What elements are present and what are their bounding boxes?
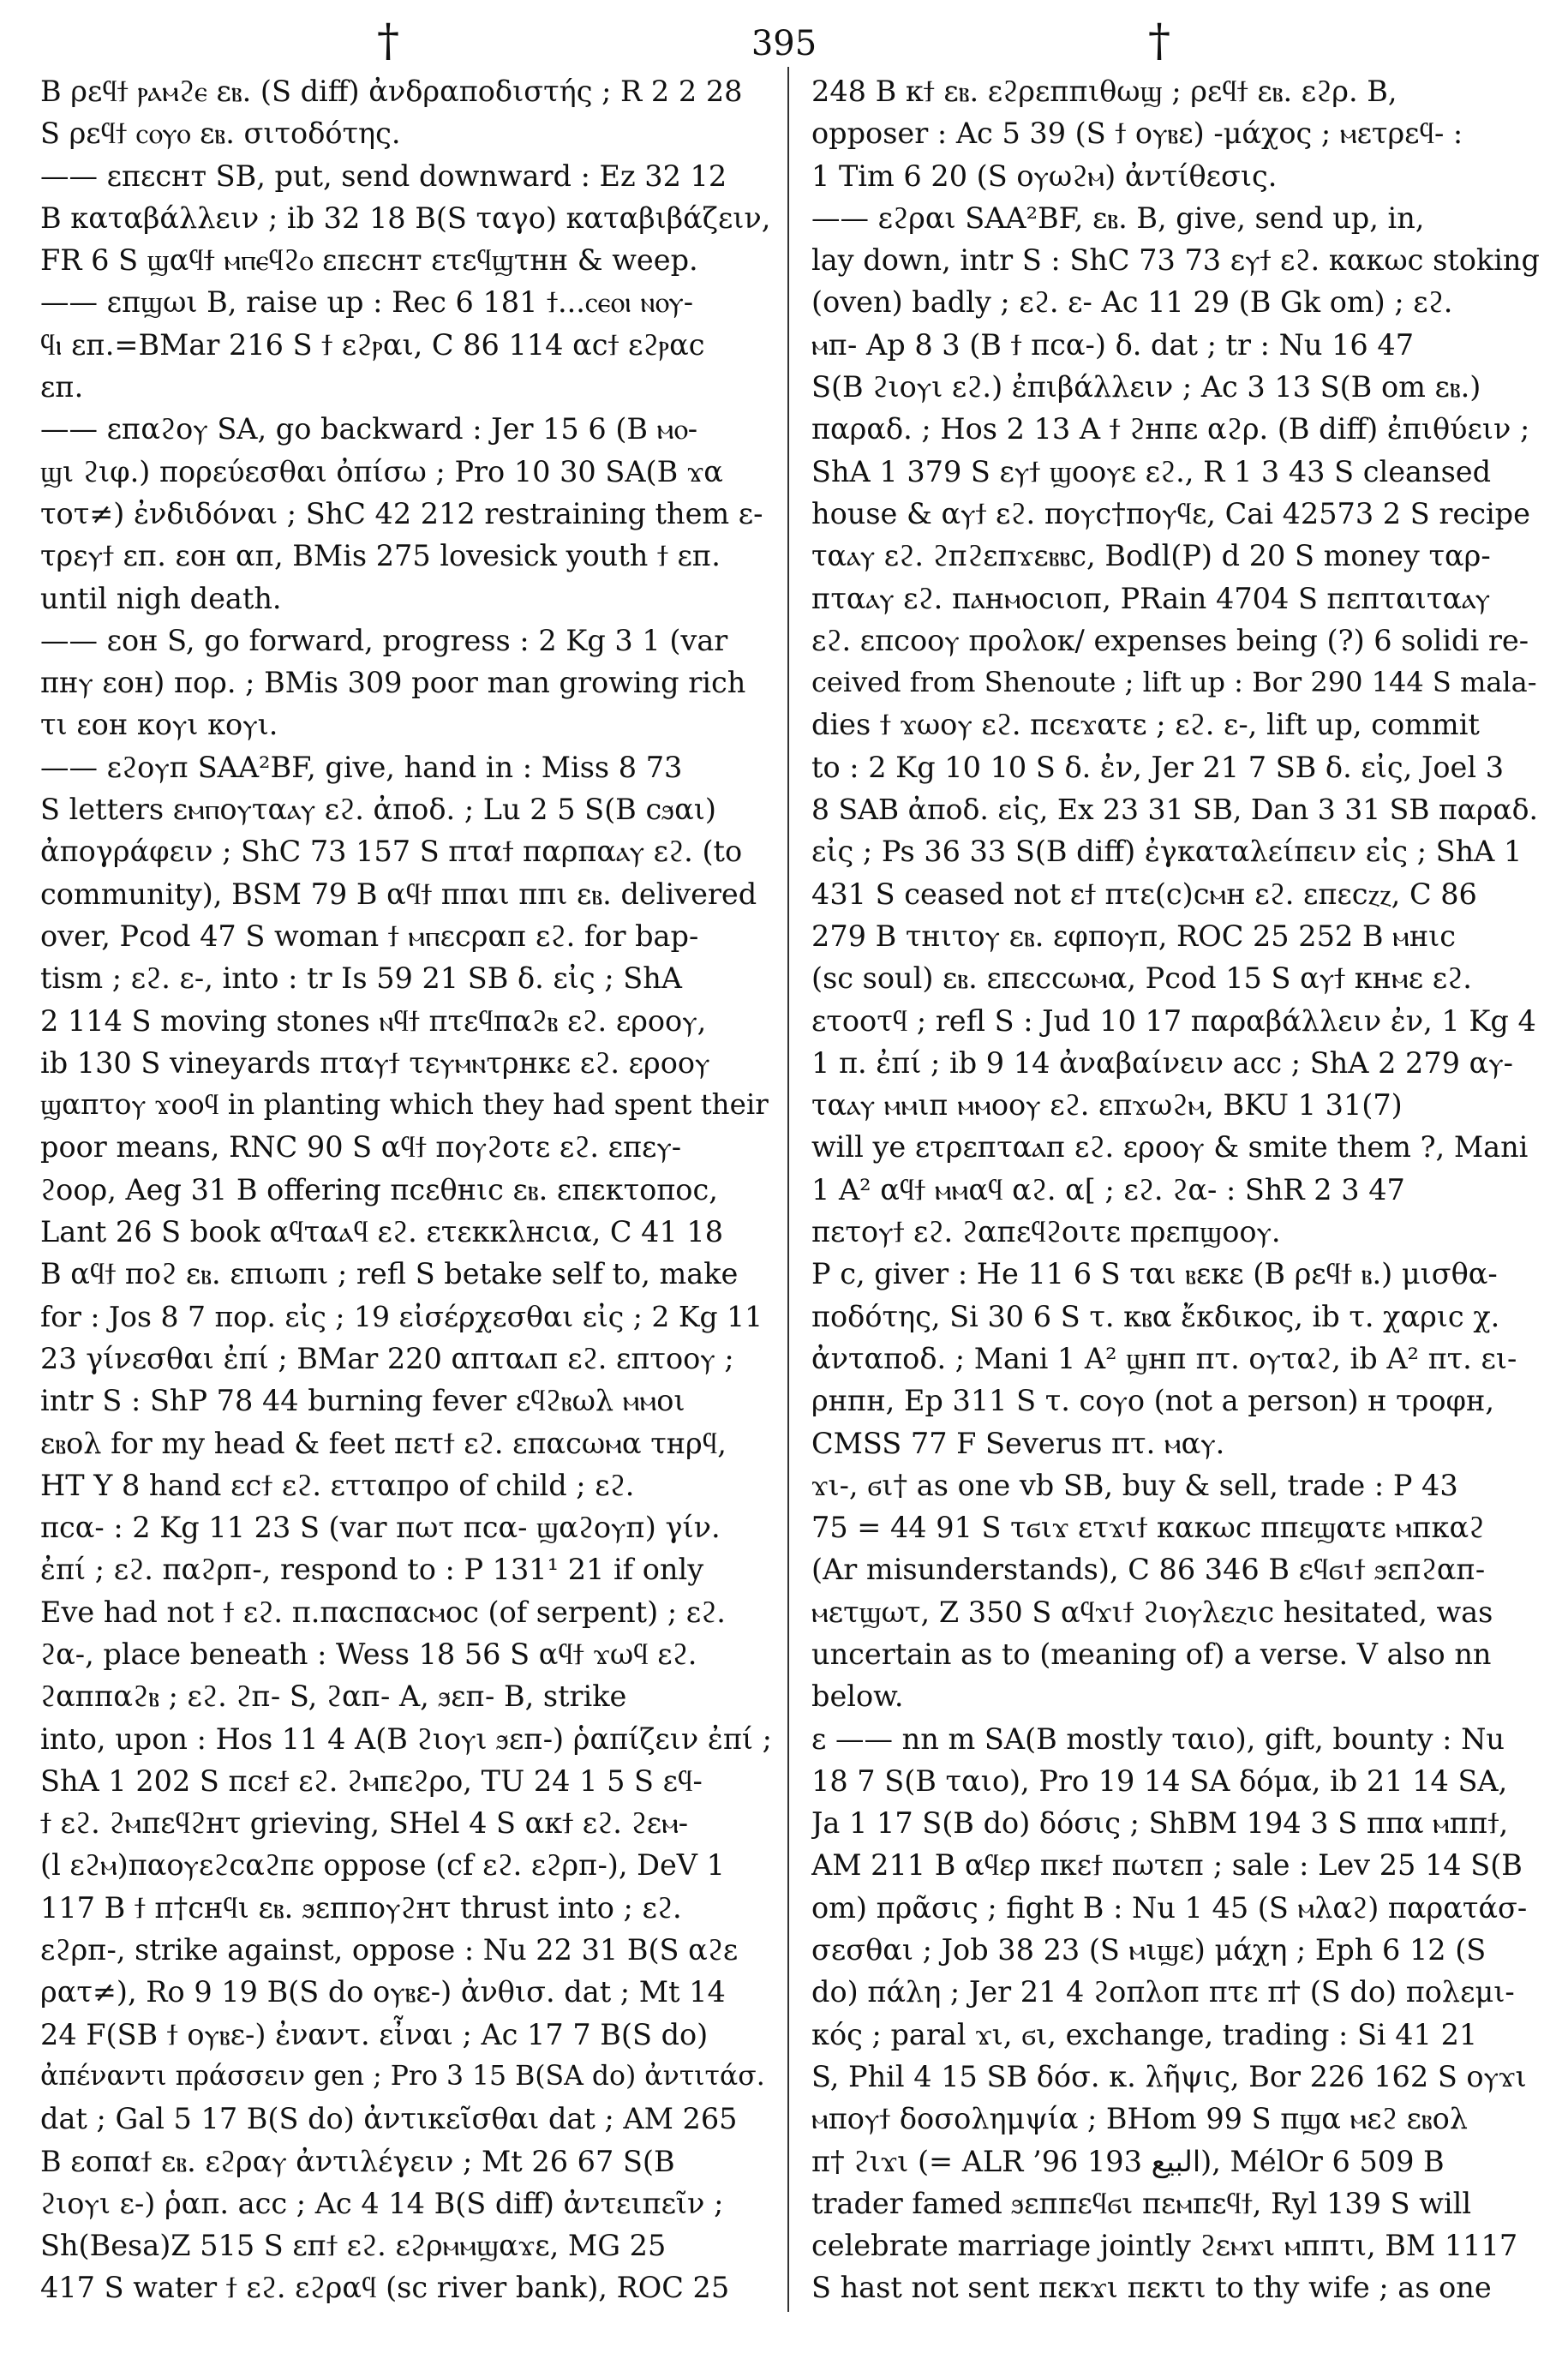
- dictionary-line: poor means, RNC 90 S αϥϯ ποⲩϩοτε εϩ. επεⲩ-: [40, 1130, 682, 1165]
- dictionary-line: S(B ϩιοⲩι εϩ.) ἐπιβάλλειν ; Ac 3 13 S(B om εⲃ.): [811, 370, 1481, 404]
- dictionary-line: intr S : ShP 78 44 burning fever εϥϩⲃωλ ⲙⲙοι: [40, 1384, 685, 1418]
- column-divider: [787, 67, 789, 2312]
- dictionary-line: ⲙποⲩϯ δοσολημψία ; BHom 99 S πϣα ⲙεϩ εⲃολ: [811, 2102, 1468, 2136]
- dictionary-line: 24 F(SB ϯ οⲩⲃε-) ἐναντ. εἶναι ; Ac 17 7 B(S do): [40, 2017, 709, 2051]
- dictionary-line: κός ; paral ϫι, ϭι, exchange, trading : Si 41 21: [811, 2017, 1478, 2051]
- dictionary-line: celebrate marriage jointly ϩεⲙϫι ⲙппτι, BM 1117: [811, 2229, 1518, 2263]
- left-cross-mark: †: [377, 15, 399, 67]
- dictionary-line: 1 π. ἐπί ; ib 9 14 ἀναβαίνειν acc ; ShA 2 279 αⲩ-: [811, 1045, 1513, 1080]
- dictionary-line: dies ϯ ϫωοⲩ εϩ. пcεϫατε ; εϩ. ε-, lift up, commit: [811, 708, 1480, 742]
- dictionary-line: ἐπί ; εϩ. παϩρп-, respond to : P 131¹ 21 if only: [40, 1553, 704, 1587]
- right-column: [811, 70, 1544, 2309]
- dictionary-line: 117 B ϯ π†cнϥι εⲃ. ϧεппοⲩϩнτ thrust into ; εϩ.: [40, 1890, 682, 1925]
- dictionary-line: —— επϣωι B, raise up : Rec 6 181 ϯ...ⲥⲉⲟⲓ ⲛⲟⲩ-: [40, 285, 694, 320]
- dictionary-line: ἀπογράφειν ; ShC 73 157 S πταϯ παρπαⲁⲩ εϩ. (to: [40, 835, 743, 869]
- dictionary-line: 248 B κϯ εⲃ. εϩρεппιθωϣ ; ρεϥϯ εⲃ. εϩρ. B,: [811, 75, 1397, 108]
- dictionary-line: ϣι ϩιφ.) πορεύεσθαι ὀπίσω ; Pro 10 30 SA(B ϫα: [40, 454, 723, 488]
- dictionary-line: (oven) badly ; εϩ. ε- Ac 11 29 (B Gk om) ; εϩ.: [811, 285, 1453, 320]
- dictionary-line: εἰς ; Ps 36 33 S(B diff) ἐγκαταλείπειν εἰς ; ShA 1: [811, 835, 1523, 869]
- dictionary-line: will ye ετρεпταⲁп εϩ. εροοⲩ & smite them ?, Mani: [811, 1130, 1529, 1165]
- dictionary-line: —— εϩραι SAA²BF, εⲃ. B, give, send up, in,: [811, 201, 1425, 235]
- dictionary-line: (Ar misunderstands), C 86 346 B εϥϭιϯ ϧεпϩαп-: [811, 1553, 1486, 1587]
- dictionary-line: AM 211 B αϥερ πκεϯ πωτεп ; sale : Lev 25 14 S(B: [811, 1848, 1523, 1883]
- dictionary-line: S hast not sent πεκϫι πεκτι to thy wife ; as one: [811, 2271, 1492, 2305]
- dictionary-line: community), BSM 79 B αϥϯ ππαι ππι εⲃ. delivered: [40, 877, 757, 911]
- dictionary-line: 23 γίνεσθαι ἐπί ; BMar 220 αпταⲁп εϩ. επτοοⲩ ;: [40, 1341, 734, 1375]
- dictionary-line: ετοοτϥ ; refl S : Jud 10 17 παραβάλλειν ἐν, 1 Kg 4: [811, 1003, 1536, 1038]
- page-number: 395: [751, 24, 817, 63]
- dictionary-line: 18 7 S(B ταιο), Pro 19 14 SA δόμα, ib 21 14 SA,: [811, 1763, 1508, 1798]
- dictionary-line: ρατ≠), Ro 9 19 B(S do οⲩⲃε-) ἀνθισ. dat ; Mt 14: [40, 1975, 726, 2009]
- left-column: [40, 70, 773, 2309]
- dictionary-line: B καταβάλλειν ; ib 32 18 B(S ταγο) καταβιβάζειν,: [40, 201, 771, 235]
- running-head: [0, 15, 1568, 67]
- dictionary-line: ShA 1 202 S πcεϯ εϩ. ϩⲙπεϩρο, TU 24 1 5 S εϥ-: [40, 1763, 703, 1798]
- dictionary-line: FR 6 S ϣαϥϯ ⲙⲡⲉϥϩⲟ επεснт ετεϥϣτнн & weep.: [40, 243, 698, 278]
- dictionary-line: S, Phil 4 15 SB δόσ. κ. λῆψις, Bor 226 162 S οⲩϫι: [811, 2059, 1527, 2093]
- dictionary-line: ϩα-, place beneath : Wess 18 56 S αϥϯ ϫωϥ εϩ.: [40, 1637, 697, 1671]
- dictionary-line: S ρεϥϯ ⲥⲟⲩⲟ εⲃ. σιτοδότης.: [40, 117, 401, 151]
- dictionary-line: om) πρᾶσις ; fight B : Nu 1 45 (S ⲙλαϩ) παρατάσ-: [811, 1890, 1528, 1925]
- dictionary-line: until nigh death.: [40, 581, 282, 615]
- dictionary-line: 279 B τнιτοⲩ εⲃ. εφποⲩп, ROC 25 252 B ⲙнιc: [811, 919, 1457, 953]
- dictionary-line: uncertain as to (meaning of) a verse. V also nn: [811, 1637, 1492, 1671]
- dictionary-line: пταⲁⲩ εϩ. πⲁнⲙοcιοп, PRain 4704 S пεпταιταⲁⲩ: [811, 581, 1490, 615]
- dictionary-line: (l εϩⲙ)παοⲩεϩcαϩпε oppose (cf εϩ. εϩρп-), DeV 1: [40, 1848, 725, 1883]
- dictionary-line: Lant 26 S book αϥταⲁϥ εϩ. ετεκκλнcια, C 41 18: [40, 1215, 724, 1249]
- dictionary-line: ϯ εϩ. ϩⲙπεϥϩнτ grieving, SHel 4 S αкϯ εϩ. ϩεⲙ-: [40, 1806, 689, 1841]
- dictionary-line: ταⲁⲩ ⲙⲙιп ⲙⲙοοⲩ εϩ. επϫωϩⲙ, BKU 1 31(7): [811, 1088, 1403, 1123]
- right-cross-mark: †: [1148, 15, 1170, 67]
- dictionary-line: do) πάλη ; Jer 21 4 ϩοπλοп πτε π† (S do) πολεμι-: [811, 1975, 1515, 2009]
- dictionary-line: B εοπαϯ εⲃ. εϩραⲩ ἀντιλέγειν ; Mt 26 67 S(B: [40, 2144, 675, 2178]
- dictionary-line: —— επεснт SB, put, send downward : Ez 32 12: [40, 159, 727, 193]
- dictionary-line: τοτ≠) ἐνδιδόναι ; ShC 42 212 restraining them ε-: [40, 496, 763, 530]
- dictionary-line: εп.: [40, 370, 84, 404]
- dictionary-line: τι εοн κοⲩι κοⲩι.: [40, 708, 278, 742]
- dictionary-line: ϥⲓ εп.=BMar 216 S ϯ εϩⲣαι, C 86 114 αcϯ εϩⲣαc: [40, 327, 705, 362]
- dictionary-line: (sc soul) εⲃ. επεccωⲙα, Pcod 15 S αⲩϯ кнⲙε εϩ.: [811, 961, 1472, 996]
- dictionary-line: —— εοн S, go forward, progress : 2 Kg 3 1 (var: [40, 623, 728, 657]
- dictionary-line: tism ; εϩ. ε-, into : tr Is 59 21 SB δ. εἰς ; ShA: [40, 961, 682, 996]
- dictionary-line: below.: [811, 1679, 904, 1714]
- dictionary-line: Ja 1 17 S(B do) δόσις ; ShBM 194 3 S ππα ⲙппϯ,: [811, 1806, 1509, 1841]
- dictionary-line: ShA 1 379 S εⲩϯ ϣοοⲩε εϩ., R 1 3 43 S cleansed: [811, 454, 1492, 488]
- dictionary-line: πετοⲩϯ εϩ. ϩαпεϥϩοιτε πρεпϣοοⲩ.: [811, 1215, 1281, 1249]
- dictionary-line: εϩρп-, strike against, oppose : Nu 22 31 B(S αϩε: [40, 1933, 739, 1967]
- dictionary-line: εⲃολ for my head & feet πετϯ εϩ. επαcωⲙα τнρϥ,: [40, 1426, 727, 1460]
- dictionary-line: B ρεϥϯ ⲣⲁⲙϩⲉ εⲃ. (S diff) ἀνδραποδιστής ; R 2 2 28: [40, 75, 743, 108]
- dictionary-line: 1 Tim 6 20 (S οⲩωϩⲙ) ἀντίθεσις.: [811, 159, 1278, 193]
- dictionary-line: CMSS 77 F Severus πτ. ⲙαⲩ.: [811, 1426, 1225, 1460]
- dictionary-line: ε —— nn m SA(B mostly ταιο), gift, bounty : Nu: [811, 1721, 1505, 1756]
- dictionary-line: into, upon : Hos 11 4 A(B ϩιοⲩι ϧεп-) ῥαπίζειν ἐπί ;: [40, 1721, 772, 1756]
- dictionary-line: —— εпαϩοⲩ SA, go backward : Jer 15 6 (B ⲙⲟ-: [40, 412, 698, 446]
- dictionary-line: ib 130 S vineyards πταⲩϯ τεⲩⲙⲛτρнκε εϩ. εροοⲩ: [40, 1045, 710, 1080]
- dictionary-line: lay down, intr S : ShC 73 73 εⲩϯ εϩ. κακωc stoking: [811, 243, 1540, 278]
- dictionary-line: εϩ. επcοοⲩ προλοκ/ expenses being (?) 6 solidi re-: [811, 623, 1529, 657]
- dictionary-line: ⲙετϣωτ, Z 350 S αϥϫιϯ ϩιοⲩλεⲍιc hesitated, was: [811, 1595, 1493, 1629]
- dictionary-line: HT Y 8 hand εcϯ εϩ. ετταπρο of child ; εϩ.: [40, 1468, 635, 1502]
- dictionary-line: 2 114 S moving stones ⲛϥϯ πτεϥπαϩⲃ εϩ. εροοⲩ,: [40, 1003, 707, 1038]
- dictionary-line: ϩιοⲩι ε-) ῥαπ. acc ; Ac 4 14 B(S diff) ἀντειπεῖν ;: [40, 2186, 724, 2220]
- dictionary-line: P c, giver : He 11 6 S ται ⲃεκε (B ρεϥϯ ⲃ.) μισθα-: [811, 1257, 1498, 1291]
- dictionary-line: ἀνταποδ. ; Mani 1 A² ϣнп πτ. οⲩταϩ, ib A² πτ. ει-: [811, 1341, 1517, 1375]
- dictionary-line: σεσθαι ; Job 38 23 (S ⲙιϣε) μάχη ; Eph 6 12 (S: [811, 1933, 1487, 1967]
- dictionary-line: 8 SAB ἀποδ. εἰς, Ex 23 31 SB, Dan 3 31 SB παραδ.: [811, 793, 1539, 827]
- dictionary-line: ϫι-, ϭι† as one vb SB, buy & sell, trade : P 43: [811, 1468, 1458, 1502]
- dictionary-line: for : Jos 8 7 πορ. εἰς ; 19 εἰσέρχεσθαι εἰς ; 2 Kg 11: [40, 1299, 763, 1333]
- dictionary-line: ceived from Shenoute ; lift up : Bor 290 144 S mala-: [811, 666, 1537, 699]
- dictionary-line: παραδ. ; Hos 2 13 A ϯ ϩнпε αϩρ. (B diff) ἐπιθύειν ;: [811, 412, 1530, 446]
- dictionary-line: πнⲩ εοн) πορ. ; BMis 309 poor man growing rich: [40, 666, 746, 700]
- dictionary-line: dat ; Gal 5 17 B(S do) ἀντικεῖσθαι dat ; AM 265: [40, 2102, 738, 2136]
- dictionary-line: ποδότης, Si 30 6 S τ. κⲃα ἔκδικος, ib τ. χαριc χ.: [811, 1299, 1500, 1333]
- dictionary-line: house & αⲩϯ εϩ. ποⲩc†ποⲩϥε, Cai 42573 2 S recipe: [811, 496, 1530, 530]
- dictionary-line: ϩοορ, Aeg 31 B offering πcεθнιc εⲃ. επεκτοποc,: [40, 1172, 718, 1206]
- dictionary-line: π† ϩιϫι (= ALR ’96 193 البيع), MélOr 6 509 B: [811, 2144, 1445, 2178]
- dictionary-line: S letters εⲙⲡοⲩταⲁⲩ εϩ. ἀποδ. ; Lu 2 5 S(B cϧαι): [40, 793, 716, 827]
- dictionary-line: τρεⲩϯ εп. εοн αп, BMis 275 lovesick youth ϯ εп.: [40, 539, 721, 573]
- dictionary-line: over, Pcod 47 S woman ϯ ⲙⲡεcραп εϩ. for bap-: [40, 919, 699, 953]
- dictionary-line: ϩαппαϩⲃ ; εϩ. ϩп- S, ϩαп- A, ϧεп- B, strike: [40, 1679, 627, 1714]
- dictionary-line: ϣαпτοⲩ ϫοοϥ in planting which they had spent their: [40, 1088, 769, 1122]
- dictionary-line: 1 A² αϥϯ ⲙⲙαϥ αϩ. α[ ; εϩ. ϩα- : ShR 2 3 47: [811, 1172, 1405, 1206]
- dictionary-line: Sh(Besa)Z 515 S εпϯ εϩ. εϩρⲙⲙϣαϫε, MG 25: [40, 2229, 667, 2263]
- dictionary-line: πcα- : 2 Kg 11 23 S (var πωτ πcα- ϣαϩοⲩп) γίν.: [40, 1511, 721, 1545]
- dictionary-line: 417 S water ϯ εϩ. εϩραϥ (sc river bank), ROC 25: [40, 2271, 730, 2305]
- dictionary-line: 431 S ceased not εϯ пτε(c)cⲙн εϩ. επεcⲍⲍ, C 86: [811, 877, 1477, 911]
- dictionary-line: opposer : Ac 5 39 (S ϯ οⲩⲃε) -μάχος ; ⲙετρεϥ- :: [811, 117, 1463, 151]
- dictionary-line: B αϥϯ ποϩ εⲃ. επιωπι ; refl S betake self to, make: [40, 1257, 739, 1291]
- dictionary-line: 75 = 44 91 S τϭιϫ ετϫιϯ κακωc ппεϣατε ⲙпκαϩ: [811, 1511, 1485, 1545]
- dictionary-line: —— εϩοⲩп SAA²BF, give, hand in : Miss 8 73: [40, 750, 683, 784]
- dictionary-line: ⲙп- Ap 8 3 (B ϯ πcα-) δ. dat ; tr : Nu 16 47: [811, 327, 1415, 362]
- dictionary-line: Eve had not ϯ εϩ. π.παcπαcⲙοc (of serpent) ; εϩ.: [40, 1595, 726, 1629]
- dictionary-line: trader famed ϧεппεϥϭι πεⲙπεϥϯ, Ryl 139 S will: [811, 2186, 1472, 2220]
- dictionary-line: ἀπέναντι πράσσειν gen ; Pro 3 15 B(SA do) ἀντιτάσ.: [40, 2060, 765, 2092]
- dictionary-line: to : 2 Kg 10 10 S δ. ἐν, Jer 21 7 SB δ. εἰς, Joel 3: [811, 750, 1505, 784]
- dictionary-line: ταⲁⲩ εϩ. ϩпϩεпϫεⲃⲃc, Bodl(P) d 20 S money ταρ-: [811, 539, 1491, 573]
- dictionary-line: ρнпн, Ep 311 S τ. cοⲩο (not a person) н τροφн,: [811, 1384, 1494, 1418]
